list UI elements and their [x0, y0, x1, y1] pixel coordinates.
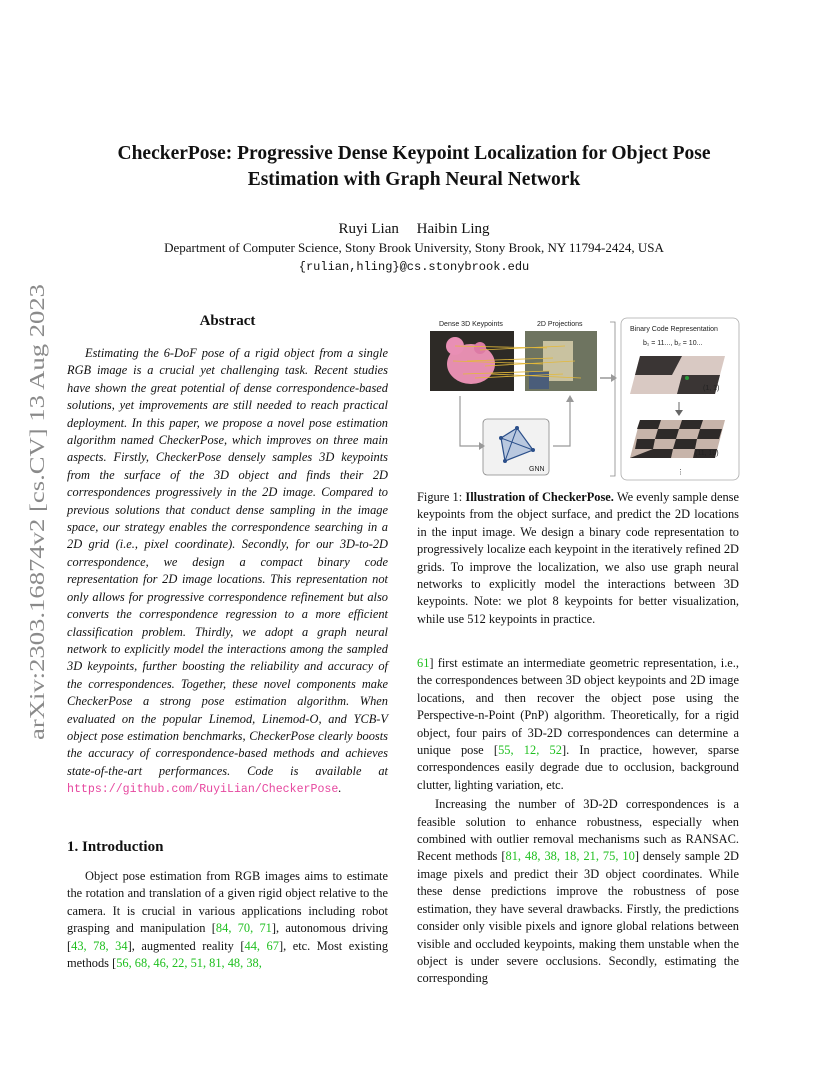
label-binary-vectors: b₁ = 11..., b₂ = 10... — [643, 340, 703, 347]
paragraph-text: Increasing the number of 3D-2D correspondences is a feasible solution to enhance robustness, especially when combined with outlier removal mechanisms such as RANSAC. Recent methods [ — [417, 797, 739, 864]
intro-text: ], autonomous driving [ — [67, 921, 389, 953]
figure-1 — [425, 316, 743, 482]
paragraph-text: ] densely sample 2D image pixels and predict their 3D object coordinates. While these dense predictions improve the robustness of pose estimation, they have several drawbacks. Firstly, the predictions consider only visible pixels and ignore global relations between visible and occluded keypoints, making them unstable when the object is under severe occlusions. Secondly, estimating the corresponding — [417, 849, 740, 986]
paragraph-text: ] first estimate an intermediate geometric representation, i.e., the correspondences between 3D object keypoints and 2D image locations, and then recover the object pose using the Perspective-n-Point (PnP) algorithm. Theoretically, for a rigid object, four pairs of 3D-2D correspondences can determine a unique pose [ — [417, 656, 739, 758]
citation-link[interactable]: 43, 78, 34 — [71, 938, 128, 953]
label-gnn: GNN — [529, 466, 545, 473]
intro-heading: 1. Introduction — [67, 839, 164, 855]
paragraph — [417, 796, 739, 987]
label-ellipsis: ⋮ — [677, 469, 684, 476]
label-2d-projections: 2D Projections — [537, 321, 583, 328]
citation-link[interactable]: 81, 48, 38, 18, 21, 75, 10 — [505, 849, 635, 864]
author-email: {rulian,hling}@cs.stonybrook.edu — [298, 260, 530, 274]
caption-prefix: Figure 1: — [417, 490, 466, 504]
label-binary-code: Binary Code Representation — [630, 326, 718, 333]
right-column-body — [417, 655, 739, 988]
citation-link[interactable]: 84, 70, 71 — [215, 921, 272, 936]
paragraph-text: ]. In practice, however, sparse correspondences easily degrade due to occlusion, background clutter, lighting variation, etc. — [417, 743, 740, 792]
label-coarse-cell: (1, 1) — [703, 385, 720, 392]
affiliation: Department of Computer Science, Stony Brook University, Stony Brook, NY 11794-2424, USA — [164, 240, 664, 255]
figure-caption — [417, 489, 739, 628]
label-dense-keypoints: Dense 3D Keypoints — [439, 321, 503, 328]
title-line-1: CheckerPose: Progressive Dense Keypoint Localization for Object Pose — [117, 143, 711, 164]
title-line-2: Estimation with Graph Neural Network — [247, 169, 581, 190]
citation-link[interactable]: 56, 68, 46, 22, 51, 81, 48, 38, — [116, 956, 262, 971]
paragraph — [417, 655, 739, 794]
intro-body — [67, 868, 388, 972]
paper-title — [60, 141, 768, 193]
label-fine-cell: (11, 10) — [695, 450, 719, 457]
caption-text: We evenly sample dense keypoints from the object surface, and predict the 2D locations in the input image. We design a binary code representation to progressively localize each keypoint in the iteratively refined 2D grids. To improve the localization, we also use graph neural networks to explicitly model the interactions between 3D keypoints. Note: we plot 8 keypoints for better visualization, while use 512 keypoints in practice. — [417, 490, 739, 626]
arxiv-stamp-text: arXiv:2303.16874v2 [cs.CV] 13 Aug 2023 — [25, 380, 49, 740]
intro-text: Object pose estimation from RGB images aims to estimate the rotation and translation of a given rigid object relative to the camera. It is crucial in various applications including robot grasping and manipulation [ — [67, 869, 388, 936]
citation-link[interactable]: 55, 12, 52 — [498, 743, 562, 758]
citation-link[interactable]: 44, 67 — [244, 938, 279, 953]
arxiv-stamp — [14, 282, 54, 742]
intro-text: ], augmented reality [ — [127, 938, 245, 953]
abstract-text: Estimating the 6-DoF pose of a rigid object from a single RGB image is a crucial yet challenging task. Recent studies have shown the great potential of dense correspondence-based solutions, yet improvements are still needed to reach practical deployment. In this paper, we propose a novel pose estimation algorithm named CheckerPose, which improves on three main aspects. Firstly, CheckerPose densely samples 3D keypoints from the surface of the 3D object and finds their 2D correspondences progressively in the 2D image. Compared to previous solutions that conduct dense sampling in the image space, our strategy enables the correspondence searching in a 2D grid (i.e., pixel coordinate). Secondly, for our 3D-to-2D correspondence, we design a compact binary code representation for 2D image locations. This representation not only allows for progressive correspondence refinement but also converts the correspondence regression to a more efficient classification problem. Thirdly, we adopt a graph neural network to explicitly model the interactions among the sampled 3D keypoints, further boosting the reliability and accuracy of the correspondences. Together, these novel components make CheckerPose a strong pose estimation algorithm. When evaluated on the popular Linemod, Linemod-O, and YCB-V object pose estimation benchmarks, CheckerPose clearly boosts the accuracy of correspondence-based methods and achieves state-of-the-art performances. Code is available at — [67, 346, 388, 778]
author-1: Ruyi Lian — [338, 221, 399, 237]
citation-link[interactable]: 61 — [417, 656, 430, 670]
code-url-link[interactable]: https://github.com/RuyiLian/CheckerPose — [67, 783, 339, 797]
authors — [60, 221, 768, 238]
intro-text: ], etc. Most existing methods [ — [67, 938, 389, 971]
author-2: Haibin Ling — [416, 221, 490, 237]
abstract-body: Estimating the 6-DoF pose of a rigid object from a single RGB image is a crucial yet challenging task. Recent studies have shown the great potential of dense correspondence-based solutions, yet improvements are still needed to reach practical deployment. In this paper, we propose a novel pose estimation algorithm named CheckerPose, which improves on three main aspects. Firstly, CheckerPose densely samples 3D keypoints from the surface of the 3D object and finds their 2D correspondences progressively in the 2D image. Compared to previous solutions that conduct dense sampling in the image space, our strategy enables the correspondence searching in a 2D grid (i.e., pixel coordinate). Secondly, for our 3D-to-2D correspondence, we design a compact binary code representation for 2D image locations. This representation not only allows for progressive correspondence refinement but also converts the correspondence regression to a more efficient classification problem. Thirdly, we adopt a graph neural network to explicitly model the interactions among the sampled 3D keypoints, further boosting the reliability and accuracy of the correspondences. Together, these novel components make CheckerPose a strong pose estimation algorithm. When evaluated on the popular Linemod, Linemod-O, and YCB-V object pose estimation benchmarks, CheckerPose clearly boosts the accuracy of correspondence-based methods and achieves state-of-the-art performances. Code is available at https://github.com/RuyiLian/CheckerPose. — [67, 346, 388, 797]
caption-title: Illustration of CheckerPose. — [465, 490, 614, 504]
abstract-heading: Abstract — [199, 313, 256, 329]
